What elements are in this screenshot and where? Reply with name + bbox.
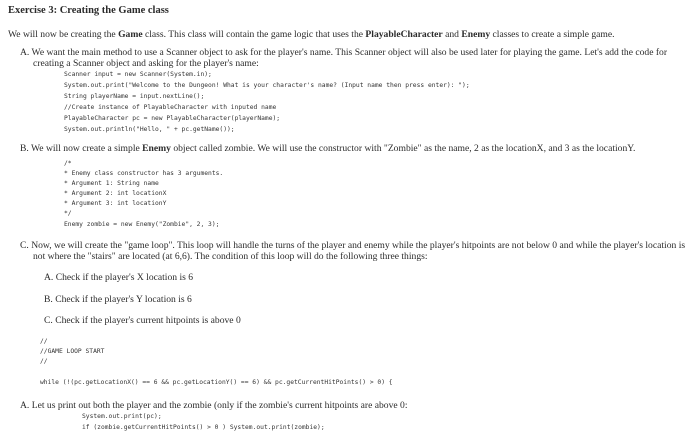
exercise-title: Exercise 3: Creating the Game class (8, 5, 169, 16)
list-item: C. Check if the player's current hitpoints is above 0 (44, 315, 241, 326)
code-line: if (zombie.getCurrentHitPoints() > 0 ) System.out.print(zombie); (82, 424, 325, 431)
section-b-text-1: B. We will now create a simple (20, 143, 143, 154)
code-line: Scanner input = new Scanner(System.in); (64, 71, 212, 78)
code-line: // (40, 338, 48, 345)
code-line: System.out.print(pc); (82, 413, 162, 420)
section-c-line-1: C. Now, we will create the "game loop". This loop will handle the turns of the player and enemy while the player's hitpoints are not below 0 and while the player's location is (20, 240, 686, 251)
intro-text-2: class. This class will contain the game logic that uses the (142, 29, 366, 40)
section-c-line-2: not where the "stairs" are located (at 6,6). The condition of this loop will do the following three things: (33, 251, 428, 262)
code-line-while: while (!(pc.getLocationX() == 6 && pc.getLocationY() == 6) && pc.getCurrentHitPoints() > 0) { (40, 379, 393, 386)
intro-text-3: and (442, 29, 462, 40)
code-line: System.out.print("Welcome to the Dungeon! What is your character's name? (Input name then press enter): "); (64, 82, 470, 89)
code-line: * Argument 1: String name (64, 180, 159, 187)
section-a-line-2: creating a Scanner object and asking for the player's name: (33, 58, 259, 69)
code-line: System.out.println("Hello, " + pc.getName()); (64, 126, 235, 133)
code-line: * Argument 3: int locationY (64, 200, 167, 207)
intro-text-1: We will now be creating the (8, 29, 119, 40)
list-item: B. Check if the player's Y location is 6 (44, 294, 192, 305)
intro-enemy: Enemy (461, 29, 491, 40)
section-b-text-2: object called zombie. We will use the constructor with "Zombie" as the name, 2 as the locationX, and 3 as the locationY. (170, 143, 636, 154)
code-line: */ (64, 210, 72, 217)
section-b-enemy: Enemy (142, 143, 171, 154)
code-line: Enemy zombie = new Enemy("Zombie", 2, 3); (64, 221, 220, 228)
code-line: PlayableCharacter pc = new PlayableCharacter(playerName); (64, 115, 281, 122)
code-line: //Create instance of PlayableCharacter with inputed name (64, 104, 277, 111)
intro-text-4: classes to create a simple game. (490, 29, 615, 40)
intro-paragraph (8, 29, 615, 40)
code-line: * Argument 2: int locationX (64, 190, 167, 197)
code-line: /* (64, 160, 72, 167)
section-d-line-1: A. Let us print out both the player and the zombie (only if the zombie's current hitpoints are above 0: (20, 400, 408, 411)
section-b-paragraph (20, 143, 635, 154)
intro-playable-character: PlayableCharacter (365, 29, 443, 40)
list-item: A. Check if the player's X location is 6 (44, 272, 194, 283)
intro-game-class: Game (118, 29, 143, 40)
code-line: * Enemy class constructor has 3 arguments. (64, 170, 224, 177)
section-a-line-1: A. We want the main method to use a Scanner object to ask for the player's name. This Scanner object will also be used later for playing the game. Let's add the code for (20, 47, 668, 58)
code-line: //GAME LOOP START (40, 348, 105, 355)
code-line: String playerName = input.nextLine(); (64, 93, 205, 100)
code-line: // (40, 358, 48, 365)
